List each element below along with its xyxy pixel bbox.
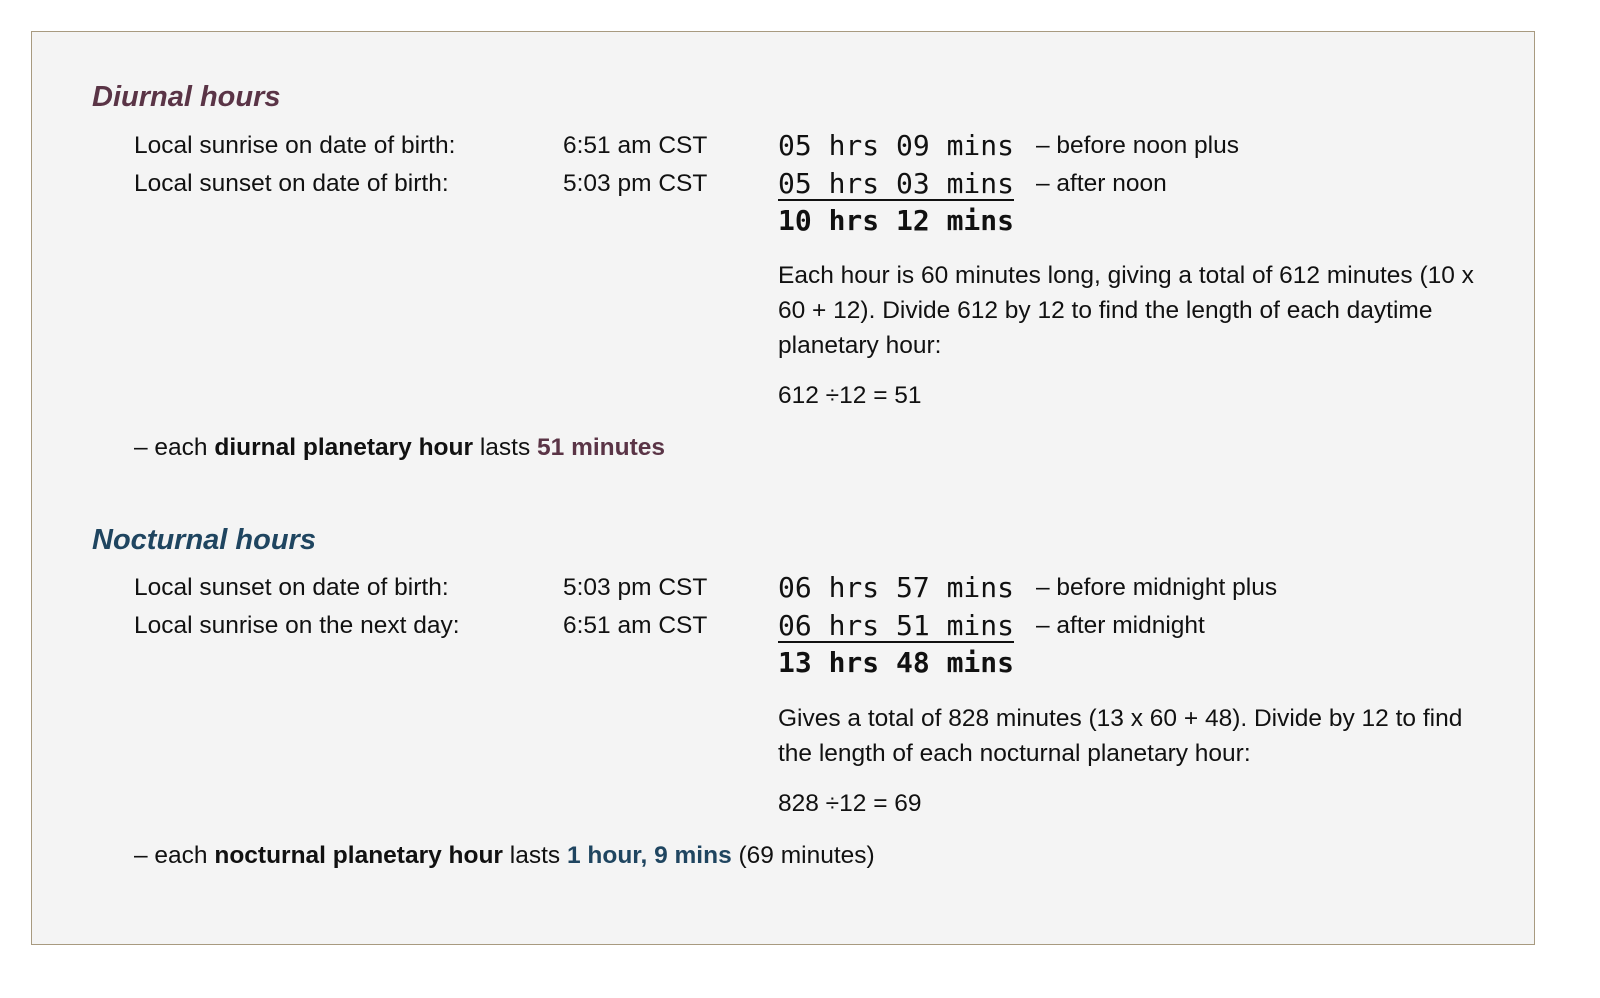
row-time: 6:51 am CST (563, 132, 708, 159)
explanation: Gives a total of 828 minutes (13 x 60 + 48). Divide by 12 to find the length of each nocturnal planetary hour: (778, 705, 1463, 767)
row-duration: 06 hrs 51 mins (778, 609, 1015, 642)
row-label: Local sunset on date of birth: (134, 574, 449, 601)
row-duration: 06 hrs 57 mins (778, 571, 1015, 604)
summary-mid: lasts (502, 842, 567, 869)
row-label: Local sunset on date of birth: (134, 170, 449, 197)
row-note: – after noon (1036, 170, 1167, 197)
summary-prefix: – each (134, 434, 215, 461)
summary-bold: diurnal planetary hour (214, 434, 474, 461)
total-duration: 10 hrs 12 mins (778, 204, 1015, 237)
diurnal-heading: Diurnal hours (92, 81, 281, 113)
explanation: Each hour is 60 minutes long, giving a total of 612 minutes (10 x 60 + 12). Divide 612 by 12 to find the length of each daytime planetary hour: (778, 262, 1474, 359)
row-time: 6:51 am CST (563, 612, 708, 639)
summary (134, 844, 875, 869)
row-label: Local sunrise on date of birth: (134, 132, 456, 159)
row-duration: 05 hrs 03 mins (778, 167, 1015, 200)
row-note: – after midnight (1036, 612, 1205, 639)
summary (134, 436, 665, 461)
summary-suffix: (69 minutes) (731, 842, 875, 869)
summary-highlight: 51 minutes (537, 434, 666, 461)
row-note: – before midnight plus (1036, 574, 1278, 601)
nocturnal-heading: Nocturnal hours (92, 524, 316, 556)
row-note: – before noon plus (1036, 132, 1239, 159)
summary-prefix: – each (134, 842, 215, 869)
summary-mid: lasts (473, 434, 538, 461)
row-time: 5:03 pm CST (563, 170, 708, 197)
row-label: Local sunrise on the next day: (134, 612, 460, 639)
summary-bold: nocturnal planetary hour (214, 842, 503, 869)
row-duration: 05 hrs 09 mins (778, 129, 1015, 162)
formula: 828 ÷12 = 69 (778, 790, 922, 817)
row-time: 5:03 pm CST (563, 574, 708, 601)
summary-highlight: 1 hour, 9 mins (566, 842, 732, 869)
formula: 612 ÷12 = 51 (778, 382, 922, 409)
total-duration: 13 hrs 48 mins (778, 646, 1015, 679)
